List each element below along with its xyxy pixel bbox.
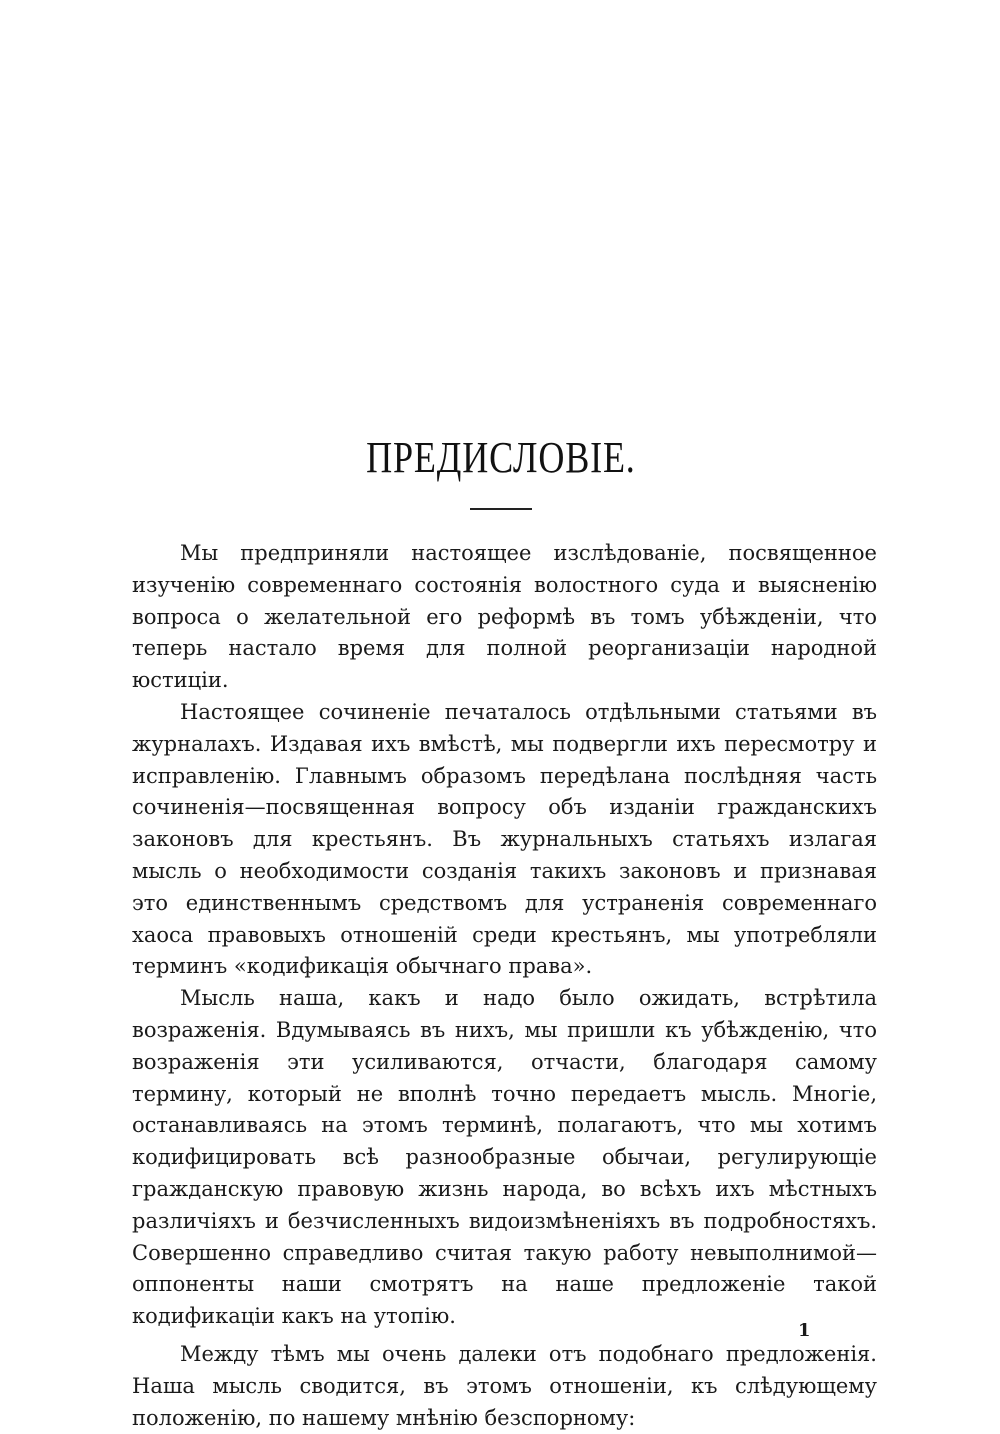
title-divider [470,508,532,510]
body-text [132,538,877,1434]
paragraph: Настоящее сочиненіе печаталось отдѣльными статьями въ журналахъ. Издавая ихъ вмѣстѣ, мы подвергли ихъ пересмотру и исправленію. Главнымъ образомъ передѣлана послѣдняя часть сочиненія—посвященная вопросу объ изданіи гражданскихъ законовъ для крестьянъ. Въ журнальныхъ статьяхъ излагая мысль о необходимости созданія такихъ законовъ и признавая это единственнымъ средствомъ для устраненія современнаго хаоса правовыхъ отношеній среди крестьянъ, мы употребляли терминъ «кодификація обычнаго права». [132,699,877,979]
paragraph: Мы предприняли настоящее изслѣдованіе, посвященное изученію современнаго состоянія волостного суда и выясненію вопроса о желательной его реформѣ въ томъ убѣжденіи, что теперь настало время для полной реорганизаціи народной юстиціи. [132,541,877,693]
page-title: ПРЕДИСЛОВІЕ. [366,433,636,482]
paragraph: Между тѣмъ мы очень далеки отъ подобнаго предложенія. Наша мысль сводится, въ этомъ отношеніи, къ слѣдующему положенію, по нашему мнѣнію безспорному: [132,1341,877,1430]
page-number: 1 [798,1320,811,1341]
paragraph: Мысль наша, какъ и надо было ожидать, встрѣтила возраженія. Вдумываясь въ нихъ, мы пришли къ убѣжденію, что возраженія эти усиливаются, отчасти, благодаря самому термину, который не вполнѣ точно передаетъ мысль. Многіе, останавливаясь на этомъ терминѣ, полагаютъ, что мы хотимъ кодифицировать всѣ разнообразные обычаи, регулирующіе гражданскую правовую жизнь народа, во всѣхъ ихъ мѣстныхъ различіяхъ и безчисленныхъ видоизмѣненіяхъ въ подробностяхъ. Совершенно справедливо считая такую работу невыполнимой—оппоненты наши смотрятъ на наше предложеніе такой кодификаціи какъ на утопію. [132,986,877,1329]
